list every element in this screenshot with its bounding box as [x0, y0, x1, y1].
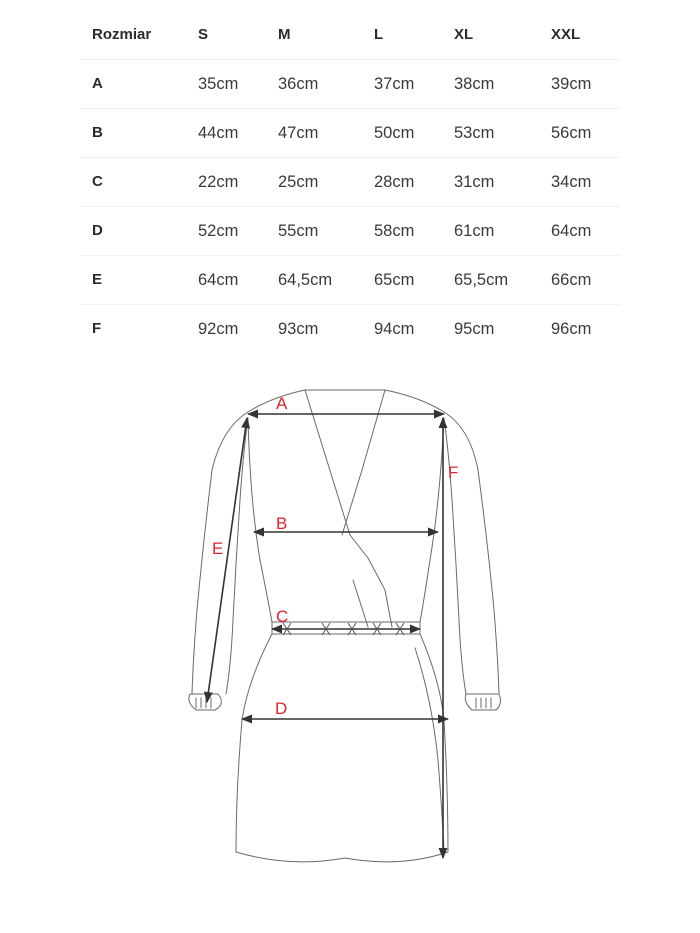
label-d: D [275, 699, 288, 718]
table-cell: 92cm [198, 320, 239, 338]
table-cell: 55cm [278, 222, 319, 240]
row-label: B [92, 124, 103, 141]
row-label: C [92, 173, 103, 190]
label-c: C [276, 607, 289, 626]
table-cell: 64cm [198, 271, 239, 289]
table-cell: 50cm [374, 124, 415, 142]
table-cell: 22cm [198, 173, 239, 191]
table-cell: 44cm [198, 124, 239, 142]
label-b: B [276, 514, 288, 533]
dress-outline [189, 390, 501, 862]
row-label: A [92, 75, 103, 92]
table-cell: 66cm [551, 271, 592, 289]
table-cell: 95cm [454, 320, 495, 338]
measure-line-e [207, 418, 247, 702]
table-cell: 52cm [198, 222, 239, 240]
table-cell: 96cm [551, 320, 592, 338]
table-cell: 58cm [374, 222, 415, 240]
header-size-xxl: XXL [551, 26, 581, 43]
header-size-l: L [374, 26, 384, 43]
label-a: A [276, 394, 288, 413]
table-cell: 65,5cm [454, 271, 509, 289]
label-f: F [448, 463, 459, 482]
header-size-xl: XL [454, 26, 474, 43]
measurement-lines [207, 414, 448, 858]
label-e: E [212, 539, 224, 558]
table-cell: 65cm [374, 271, 415, 289]
table-cell: 93cm [278, 320, 319, 338]
table-cell: 47cm [278, 124, 319, 142]
table-cell: 37cm [374, 75, 415, 93]
table-cell: 53cm [454, 124, 495, 142]
table-cell: 64,5cm [278, 271, 333, 289]
table-cell: 25cm [278, 173, 319, 191]
row-label: D [92, 222, 103, 239]
table-cell: 64cm [551, 222, 592, 240]
table-cell: 56cm [551, 124, 592, 142]
table-cell: 39cm [551, 75, 592, 93]
table-cell: 35cm [198, 75, 239, 93]
table-cell: 36cm [278, 75, 319, 93]
table-cell: 34cm [551, 173, 592, 191]
header-size-m: M [278, 26, 291, 43]
row-label: E [92, 271, 103, 288]
table-cell: 31cm [454, 173, 495, 191]
table-cell: 38cm [454, 75, 495, 93]
header-rozmiar: Rozmiar [92, 26, 152, 43]
row-label: F [92, 320, 102, 337]
header-size-s: S [198, 26, 209, 43]
table-cell: 61cm [454, 222, 495, 240]
table-cell: 28cm [374, 173, 415, 191]
table-cell: 94cm [374, 320, 415, 338]
